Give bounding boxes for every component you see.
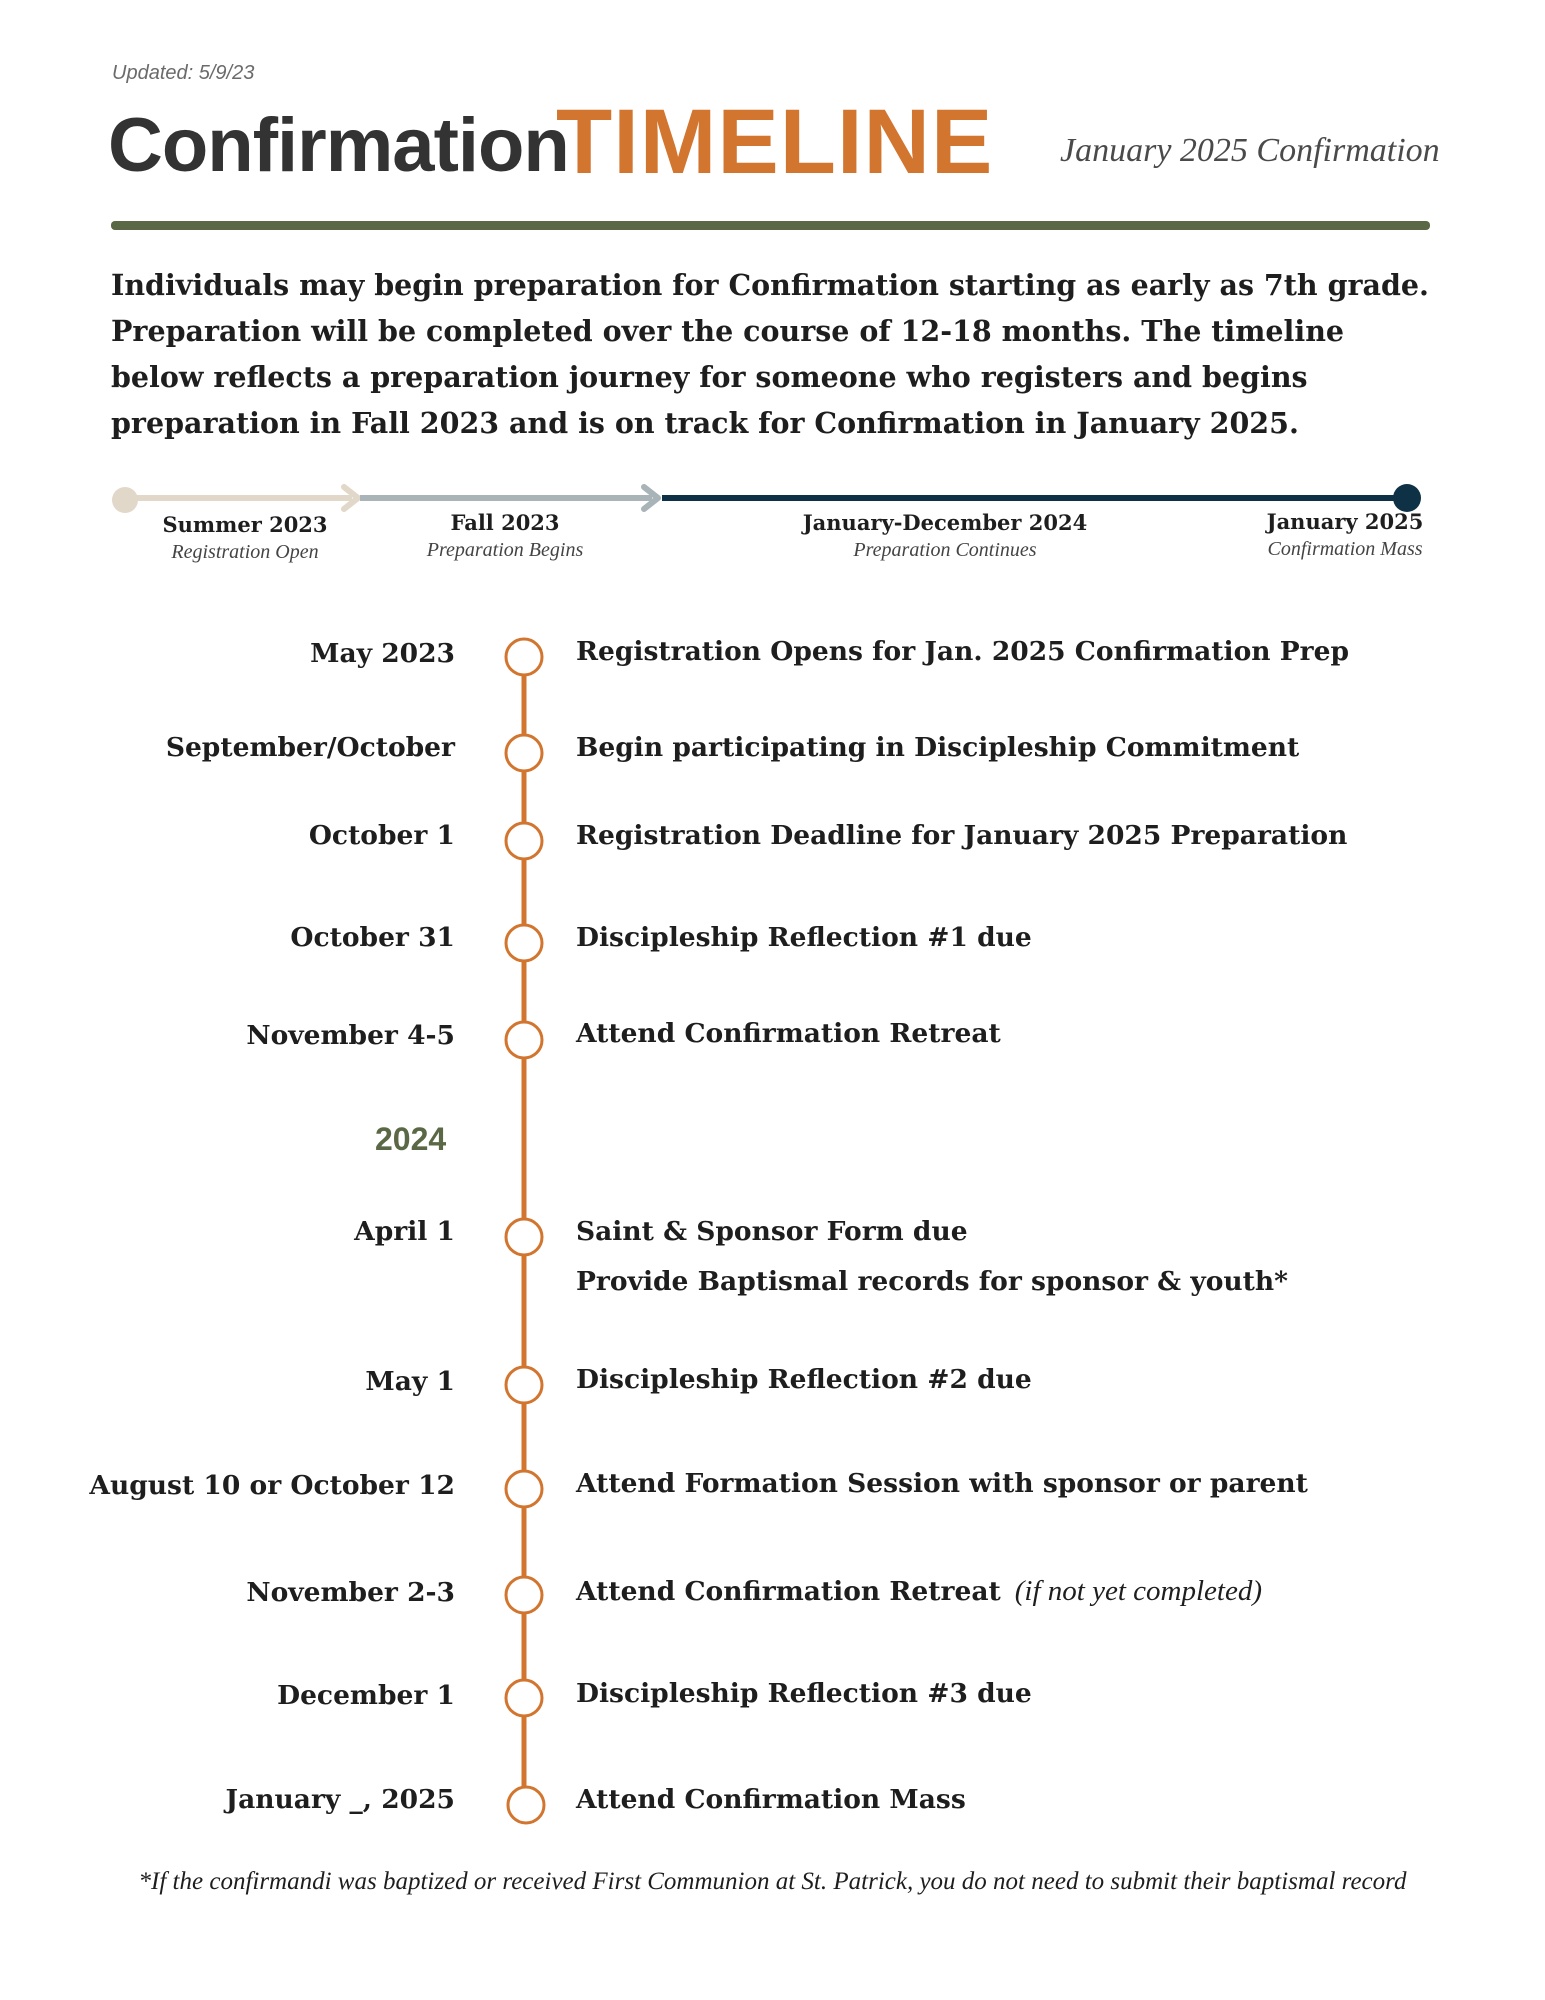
- phase-subtitle: Registration Open: [171, 541, 319, 563]
- timeline-date: April 1: [354, 1216, 455, 1247]
- timeline-node: [506, 1367, 542, 1403]
- year-label-2024: 2024: [375, 1121, 447, 1157]
- updated-date: Updated: 5/9/23: [112, 62, 255, 84]
- footnote: *If the confirmandi was baptized or received First Communion at St. Patrick, you do not need to submit their baptismal record: [138, 1868, 1407, 1895]
- timeline-node: [506, 639, 542, 675]
- timeline-date: May 1: [365, 1366, 455, 1397]
- timeline-node: [506, 1022, 542, 1058]
- timeline-event: Registration Deadline for January 2025 Preparation: [576, 820, 1348, 851]
- timeline-event: Attend Confirmation Mass: [576, 1784, 966, 1815]
- timeline-date: October 1: [308, 820, 455, 851]
- timeline-node: [506, 1577, 542, 1613]
- timeline-node: [506, 1471, 542, 1507]
- timeline-event: Attend Formation Session with sponsor or parent: [576, 1468, 1308, 1499]
- timeline-date: August 10 or October 12: [89, 1470, 455, 1501]
- timeline-event-with-note: [576, 1575, 1262, 1608]
- timeline-event-label: Attend Confirmation Retreat: [576, 1576, 1001, 1607]
- timeline-event-note: (if not yet completed): [1014, 1575, 1262, 1607]
- timeline-node: [506, 735, 542, 771]
- phase-title: Fall 2023: [450, 510, 560, 535]
- phase-subtitle: Preparation Begins: [426, 539, 584, 561]
- timeline-node: [506, 1219, 542, 1255]
- phase-title: Summer 2023: [162, 512, 328, 537]
- phase-subtitle: Confirmation Mass: [1267, 538, 1423, 560]
- timeline-date: May 2023: [310, 638, 455, 669]
- timeline-node: [506, 925, 542, 961]
- title-timeline: TIMELINE: [556, 91, 994, 193]
- phase-january-2025: [1225, 509, 1465, 561]
- timeline-event: Registration Opens for Jan. 2025 Confirmation Prep: [576, 636, 1350, 667]
- phase-fall-2023: [380, 510, 630, 562]
- intro-paragraph: Individuals may begin preparation for Confirmation starting as early as 7th grade. Preparation will be completed over the course of 12-18 months. The timeline below reflects a preparation journey for someone who registers and begins preparation in Fall 2023 and is on track for Confirmation in January 2025.: [111, 268, 1429, 440]
- phase-subtitle: Preparation Continues: [853, 539, 1037, 561]
- timeline-node: [506, 823, 542, 859]
- timeline-event: Attend Confirmation Retreat: [576, 1018, 1001, 1049]
- timeline-date: December 1: [277, 1680, 455, 1711]
- phase-bar-end-dot: [1393, 484, 1421, 512]
- timeline-date: September/October: [165, 732, 455, 763]
- timeline-event: Begin participating in Discipleship Commitment: [576, 732, 1300, 763]
- timeline-node: [506, 1680, 542, 1716]
- timeline-date: November 4-5: [246, 1020, 455, 1051]
- timeline-node: [508, 1787, 544, 1823]
- title-confirmation: Confirmation: [108, 103, 569, 188]
- phase-bar-start-dot: [112, 487, 138, 513]
- timeline-event-secondary: Provide Baptismal records for sponsor & youth*: [576, 1266, 1289, 1297]
- phase-title: January-December 2024: [802, 510, 1088, 535]
- timeline-event: Discipleship Reflection #2 due: [576, 1364, 1032, 1395]
- phase-2024: [760, 510, 1130, 562]
- page-subtitle: January 2025 Confirmation: [1060, 132, 1440, 169]
- timeline-event: Discipleship Reflection #1 due: [576, 922, 1032, 953]
- timeline-event: Discipleship Reflection #3 due: [576, 1678, 1032, 1709]
- phase-summer-2023: [120, 512, 370, 564]
- timeline-date: January _, 2025: [225, 1784, 455, 1815]
- timeline-event: Saint & Sponsor Form due: [576, 1216, 968, 1247]
- timeline-date: October 31: [290, 922, 455, 953]
- timeline-date: November 2-3: [246, 1577, 455, 1608]
- phase-title: January 2025: [1266, 509, 1424, 534]
